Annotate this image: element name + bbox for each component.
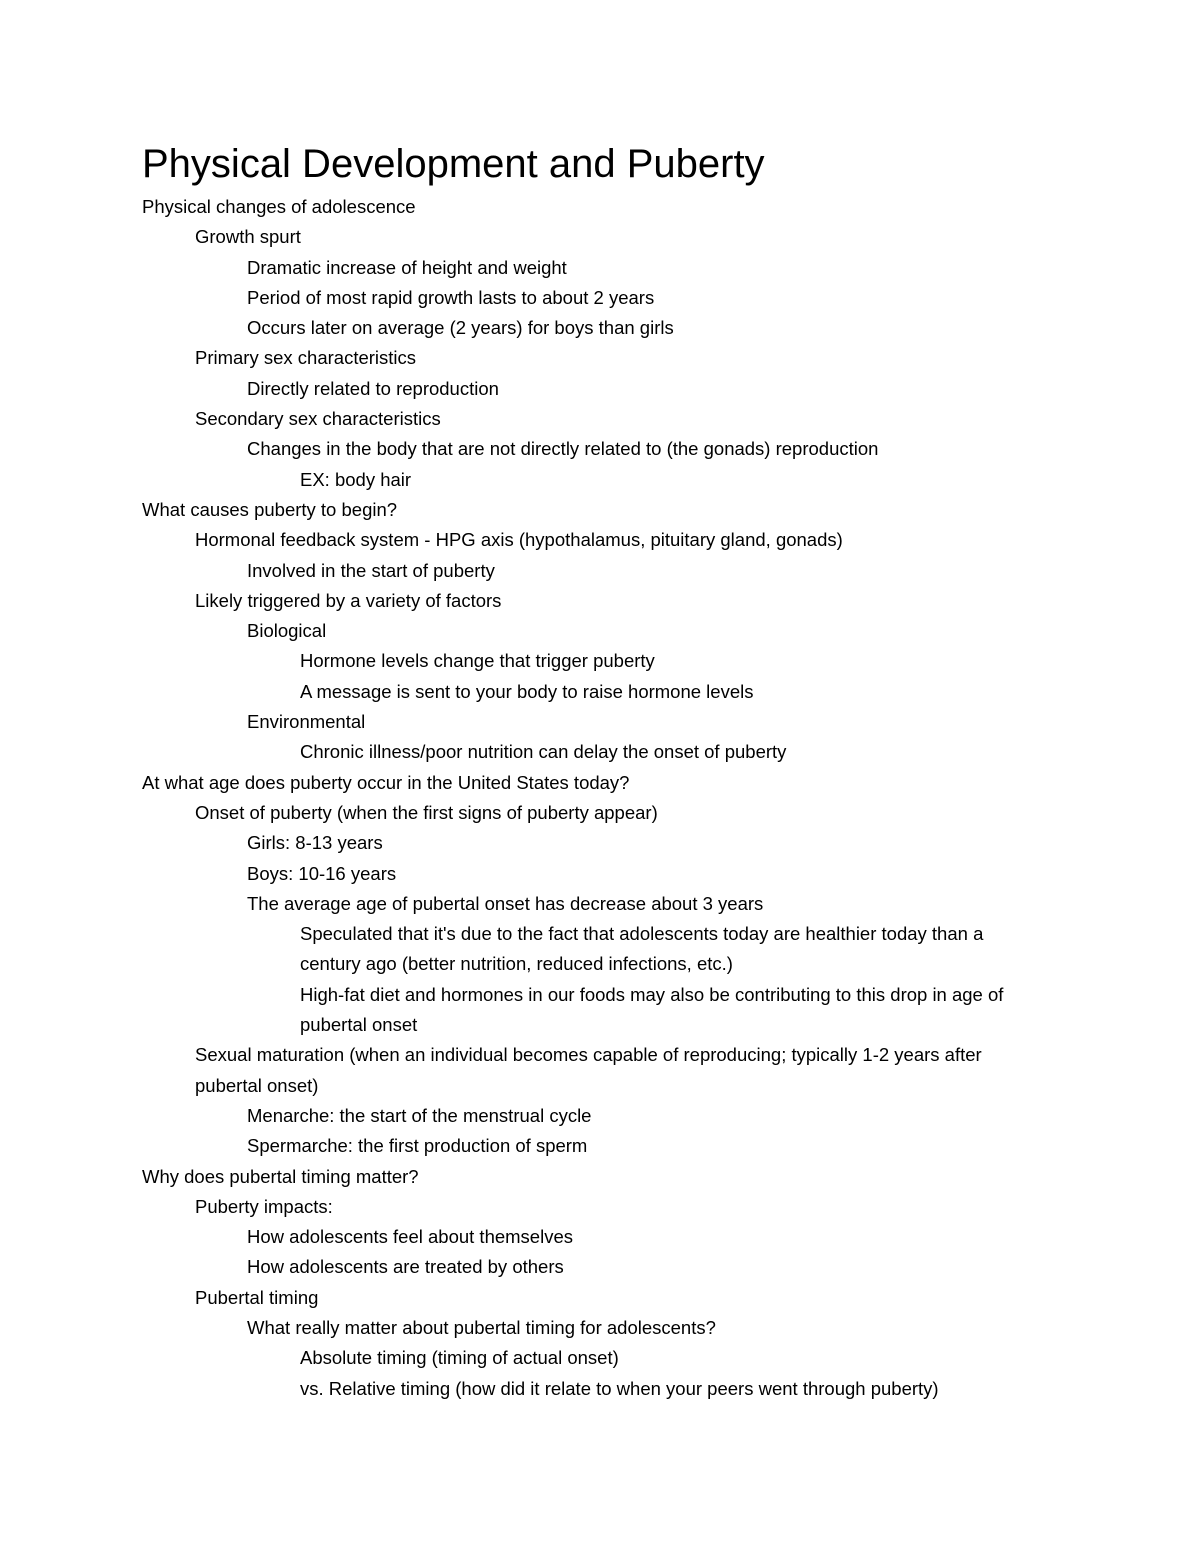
outline-line-level-4: A message is sent to your body to raise hormone levels bbox=[300, 680, 754, 702]
outline-line-level-3: The average age of pubertal onset has decrease about 3 years bbox=[247, 892, 764, 914]
outline-line-level-1: What causes puberty to begin? bbox=[142, 498, 398, 520]
outline-line-level-2: Onset of puberty (when the first signs of puberty appear) bbox=[195, 801, 658, 823]
outline-line-level-2: Puberty impacts: bbox=[195, 1195, 333, 1217]
outline-line-level-3: What really matter about pubertal timing for adolescents? bbox=[247, 1316, 716, 1338]
outline-line-level-1: Why does pubertal timing matter? bbox=[142, 1165, 419, 1187]
outline-line-level-3: Involved in the start of puberty bbox=[247, 559, 495, 581]
outline-line-level-1: At what age does puberty occur in the United States today? bbox=[142, 771, 630, 793]
outline-line-level-3: Dramatic increase of height and weight bbox=[247, 256, 567, 278]
outline-line-level-4: EX: body hair bbox=[300, 468, 412, 490]
outline-line-level-4: Absolute timing (timing of actual onset) bbox=[300, 1347, 619, 1369]
outline-line-level-2: Growth spurt bbox=[195, 226, 301, 248]
outline-line-level-3: Spermarche: the first production of sperm bbox=[247, 1135, 588, 1157]
outline-line-level-3: Occurs later on average (2 years) for boys than girls bbox=[247, 317, 674, 339]
outline-line-level-3: Environmental bbox=[247, 711, 366, 733]
outline-line-level-1: Physical changes of adolescence bbox=[142, 196, 416, 217]
outline-line-level-3: Biological bbox=[247, 620, 327, 642]
outline-line-level-2: Hormonal feedback system - HPG axis (hypothalamus, pituitary gland, gonads) bbox=[195, 529, 843, 551]
outline-line-level-2: Likely triggered by a variety of factors bbox=[195, 589, 502, 611]
outline-line-level-4: Hormone levels change that trigger puberty bbox=[300, 650, 655, 672]
outline-line-level-4: Chronic illness/poor nutrition can delay the onset of puberty bbox=[300, 741, 787, 763]
outline-line-level-4: High-fat diet and hormones in our foods may also be contributing to this drop in age of bbox=[300, 983, 1004, 1005]
outline-line-level-4: vs. Relative timing (how did it relate to when your peers went through puberty) bbox=[300, 1377, 939, 1399]
outline-line-level-4: Speculated that it's due to the fact that adolescents today are healthier today than a bbox=[300, 923, 984, 945]
outline-line-level-2: Sexual maturation (when an individual becomes capable of reproducing; typically 1-2 years after bbox=[195, 1044, 982, 1066]
outline-line-level-3: Period of most rapid growth lasts to about 2 years bbox=[247, 286, 655, 308]
outline-line-level-2: Secondary sex characteristics bbox=[195, 408, 441, 430]
document-title: Physical Development and Puberty bbox=[142, 142, 765, 186]
outline-line-level-4: century ago (better nutrition, reduced infections, etc.) bbox=[300, 953, 733, 975]
outline-line-level-4: pubertal onset bbox=[300, 1014, 418, 1036]
outline-line-level-3: Menarche: the start of the menstrual cycle bbox=[247, 1104, 592, 1126]
outline-line-level-3: How adolescents feel about themselves bbox=[247, 1226, 573, 1248]
outline-line-level-3: How adolescents are treated by others bbox=[247, 1256, 564, 1278]
outline-list bbox=[0, 192, 1200, 1404]
outline-line-level-2: Primary sex characteristics bbox=[195, 347, 417, 369]
outline-line-level-2: Pubertal timing bbox=[195, 1286, 319, 1308]
outline-line-level-3: Changes in the body that are not directly related to (the gonads) reproduction bbox=[247, 438, 879, 460]
outline-line-level-3: Boys: 10-16 years bbox=[247, 862, 397, 884]
outline-line-level-3: Girls: 8-13 years bbox=[247, 832, 383, 854]
outline-line-level-3: Directly related to reproduction bbox=[247, 377, 499, 399]
outline-line-level-2: pubertal onset) bbox=[195, 1074, 319, 1096]
